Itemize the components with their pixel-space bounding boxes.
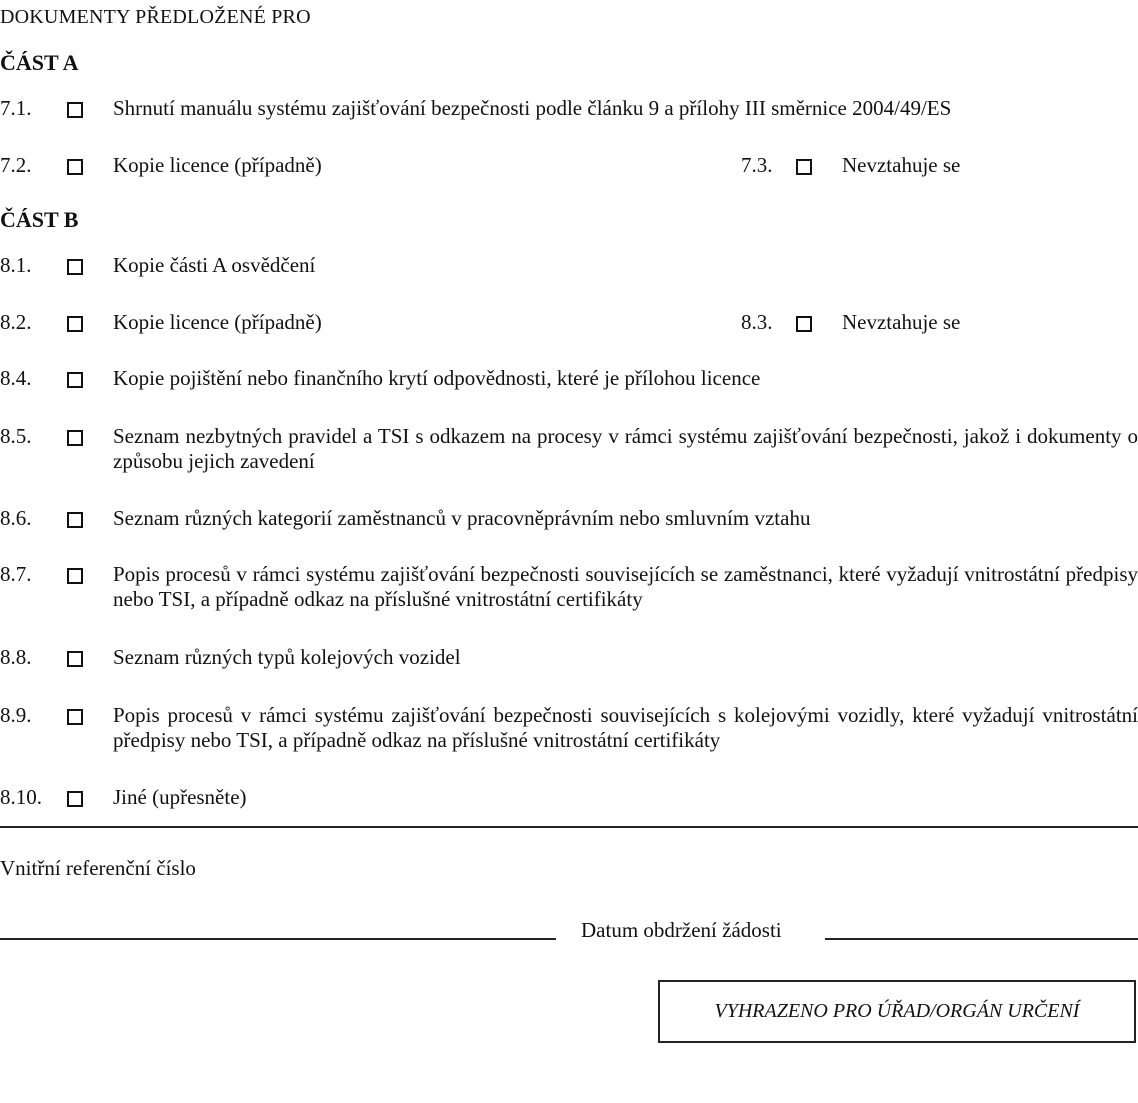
item-text: Popis procesů v rámci systému zajišťování bezpečnosti souvisejících se zaměstnanci, které vyžadují vnitrostátní předpisy nebo TSI, a případně odkaz na příslušné vnitrostátní certifikáty	[113, 562, 1138, 611]
checkbox-7-2[interactable]	[67, 159, 83, 175]
item-text: Seznam různých typů kolejových vozidel	[113, 645, 461, 669]
item-text: Kopie části A osvědčení	[113, 253, 316, 277]
item-text: Seznam nezbytných pravidel a TSI s odkazem na procesy v rámci systému zajišťování bezpečnosti, jakož i dokumenty o způsobu jejich zavedení	[113, 424, 1138, 473]
checkbox-8-8[interactable]	[67, 651, 83, 667]
checkbox-7-3[interactable]	[796, 159, 812, 175]
item-number: 8.1.	[0, 253, 32, 277]
part-b-heading: ČÁST B	[0, 207, 79, 232]
date-received-label: Datum obdržení žádosti	[581, 918, 782, 942]
item-number: 8.4.	[0, 366, 32, 390]
checkbox-8-5[interactable]	[67, 430, 83, 446]
item-number: 7.2.	[0, 153, 32, 177]
reserved-label: VYHRAZENO PRO ÚŘAD/ORGÁN URČENÍ	[714, 1000, 1080, 1022]
item-text: Popis procesů v rámci systému zajišťování bezpečnosti souvisejících s kolejovými vozidly, které vyžadují vnitrostátní předpisy nebo TSI, a případně odkaz na příslušné vnitrostátní certifikáty	[113, 703, 1138, 752]
item-text: Nevztahuje se	[842, 153, 961, 177]
checkbox-7-1[interactable]	[67, 102, 83, 118]
item-number: 8.7.	[0, 562, 32, 586]
checkbox-8-10[interactable]	[67, 791, 83, 807]
document-title: DOKUMENTY PŘEDLOŽENÉ PRO	[0, 6, 311, 28]
item-number: 8.6.	[0, 506, 32, 530]
item-number: 7.1.	[0, 96, 32, 120]
item-text: Kopie pojištění nebo finančního krytí odpovědnosti, které je přílohou licence	[113, 366, 761, 390]
checkbox-8-4[interactable]	[67, 372, 83, 388]
checkbox-8-2[interactable]	[67, 316, 83, 332]
checkbox-8-6[interactable]	[67, 512, 83, 528]
item-text: Seznam různých kategorií zaměstnanců v pracovněprávním nebo smluvním vztahu	[113, 506, 811, 530]
section-divider	[0, 826, 1138, 828]
date-received-field[interactable]	[825, 908, 1138, 940]
item-number: 8.2.	[0, 310, 32, 334]
internal-reference-field[interactable]	[0, 908, 556, 940]
checkbox-8-3[interactable]	[796, 316, 812, 332]
item-text: Kopie licence (případně)	[113, 310, 322, 334]
item-number: 8.10.	[0, 785, 42, 809]
internal-reference-label: Vnitřní referenční číslo	[0, 856, 196, 880]
item-number: 8.3.	[741, 310, 773, 334]
item-number: 8.8.	[0, 645, 32, 669]
checkbox-8-1[interactable]	[67, 259, 83, 275]
item-text: Nevztahuje se	[842, 310, 961, 334]
item-text: Shrnutí manuálu systému zajišťování bezpečnosti podle článku 9 a přílohy III směrnice 2004/49/ES	[113, 96, 952, 120]
item-number: 8.9.	[0, 703, 32, 727]
item-text: Kopie licence (případně)	[113, 153, 322, 177]
part-a-heading: ČÁST A	[0, 50, 79, 75]
reserved-for-authority-box	[658, 980, 1136, 1043]
checkbox-8-9[interactable]	[67, 709, 83, 725]
item-number: 7.3.	[741, 153, 773, 177]
item-text: Jiné (upřesněte)	[113, 785, 247, 809]
item-number: 8.5.	[0, 424, 32, 448]
checkbox-8-7[interactable]	[67, 568, 83, 584]
